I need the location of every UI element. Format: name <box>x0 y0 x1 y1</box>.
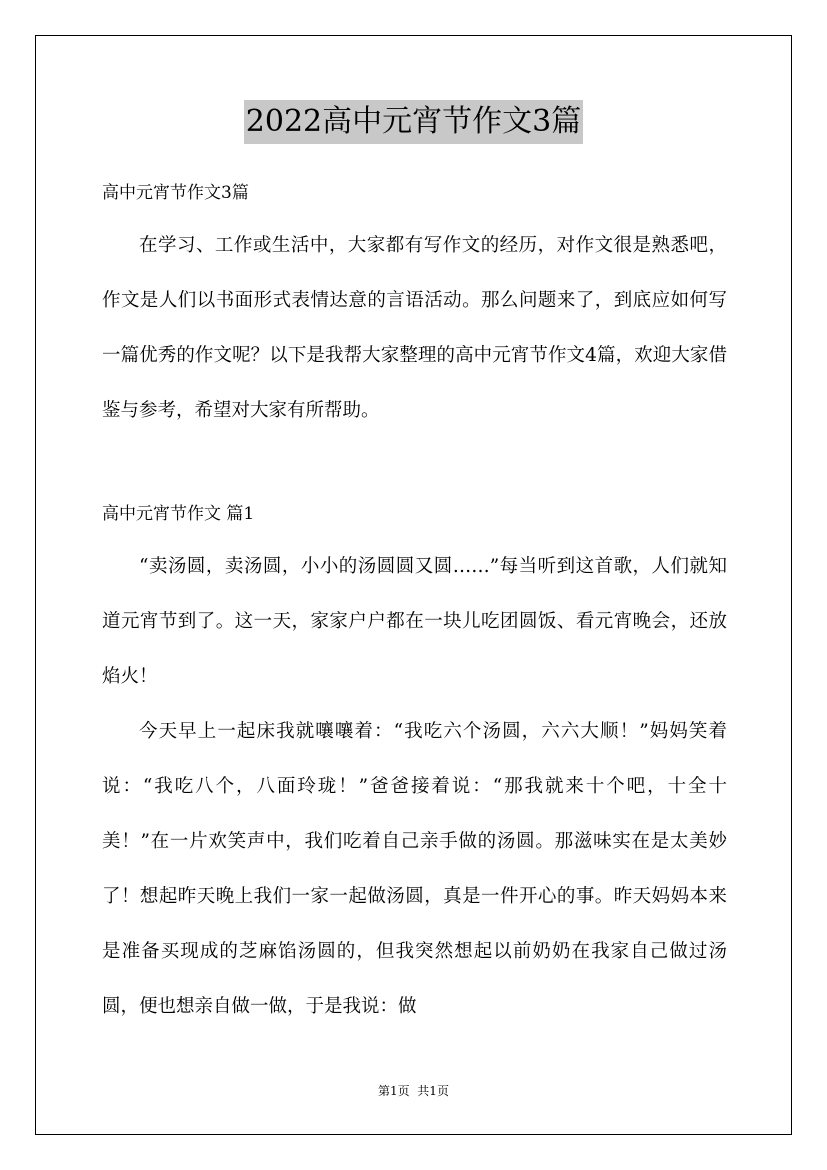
intro-heading: 高中元宵节作文3篇 <box>102 183 249 203</box>
document-title: 2022高中元宵节作文3篇 <box>244 100 583 144</box>
essay1-paragraph-2: 今天早上一起床我就嚷嚷着：“我吃六个汤圆，六六大顺！”妈妈笑着说：“我吃八个，八面玲珑！”爸爸接着说：“那我就来十个吧，十全十美！”在一片欢笑声中，我们吃着自己亲手做的汤圆。那滋味实在是太美妙了！想起昨天晚上我们一家一起做汤圆，真是一件开心的事。昨天妈妈本来是准备买现成的芝麻馅汤圆的，但我突然想起以前奶奶在我家自己做过汤圆，便也想亲自做一做，于是我说：做 <box>102 721 727 1017</box>
title-container <box>0 100 827 144</box>
page-footer: 第1页 共1页 <box>378 1084 449 1098</box>
essay1-paragraph-1: “卖汤圆，卖汤圆，小小的汤圆圆又圆……”每当听到这首歌，人们就知道元宵节到了。这一天，家家户户都在一块儿吃团圆饭、看元宵晚会，还放焰火！ <box>102 556 727 687</box>
document-body <box>102 170 727 1034</box>
intro-paragraph: 在学习、工作或生活中，大家都有写作文的经历，对作文很是熟悉吧，作文是人们以书面形式表情达意的言语活动。那么问题来了，到底应如何写一篇优秀的作文呢？以下是我帮大家整理的高中元宵节作文4篇，欢迎大家借鉴与参考，希望对大家有所帮助。 <box>102 235 727 421</box>
section-spacer <box>102 438 727 491</box>
essay1-heading: 高中元宵节作文 篇1 <box>102 504 255 524</box>
